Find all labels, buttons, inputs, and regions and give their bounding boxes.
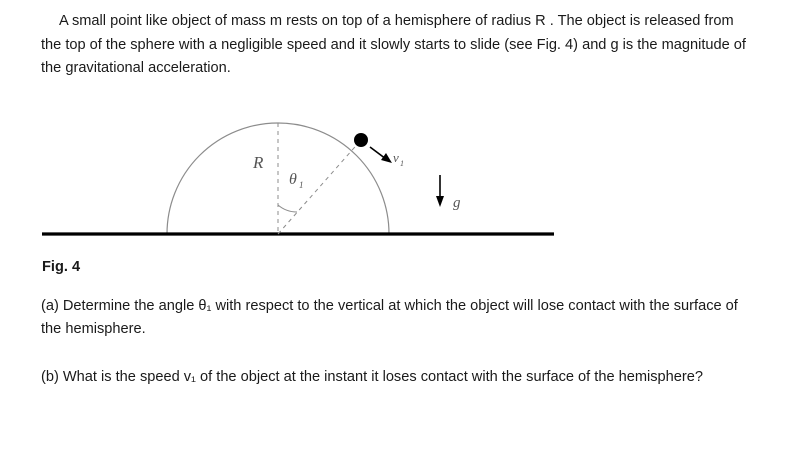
point-object <box>354 133 368 147</box>
angle-arc <box>278 205 297 212</box>
angle-label: θ <box>289 171 297 188</box>
gravity-arrowhead <box>436 196 444 207</box>
figure-caption: Fig. 4 <box>42 259 81 275</box>
question-a: (a) Determine the angle θ₁ with respect to the vertical at which the object will lose contact with the surface of the hemisphere. <box>41 298 738 337</box>
angle-subscript: 1 <box>299 180 304 190</box>
gravity-label: g <box>453 195 461 211</box>
question-b: (b) What is the speed v₁ of the object at the instant it loses contact with the surface of the hemisphere? <box>41 369 703 385</box>
velocity-arrowhead <box>381 153 392 163</box>
velocity-label: v <box>393 150 399 165</box>
radius-label: R <box>253 153 264 172</box>
problem-intro-text: A small point like object of mass m rests on top of a hemisphere of radius R . The object is released from the top of the sphere with a negligible speed and it slowly starts to slide (see Fig. 4) and g is the magnitude of the gravitational acceleration. <box>41 13 746 76</box>
velocity-subscript: 1 <box>400 159 404 168</box>
